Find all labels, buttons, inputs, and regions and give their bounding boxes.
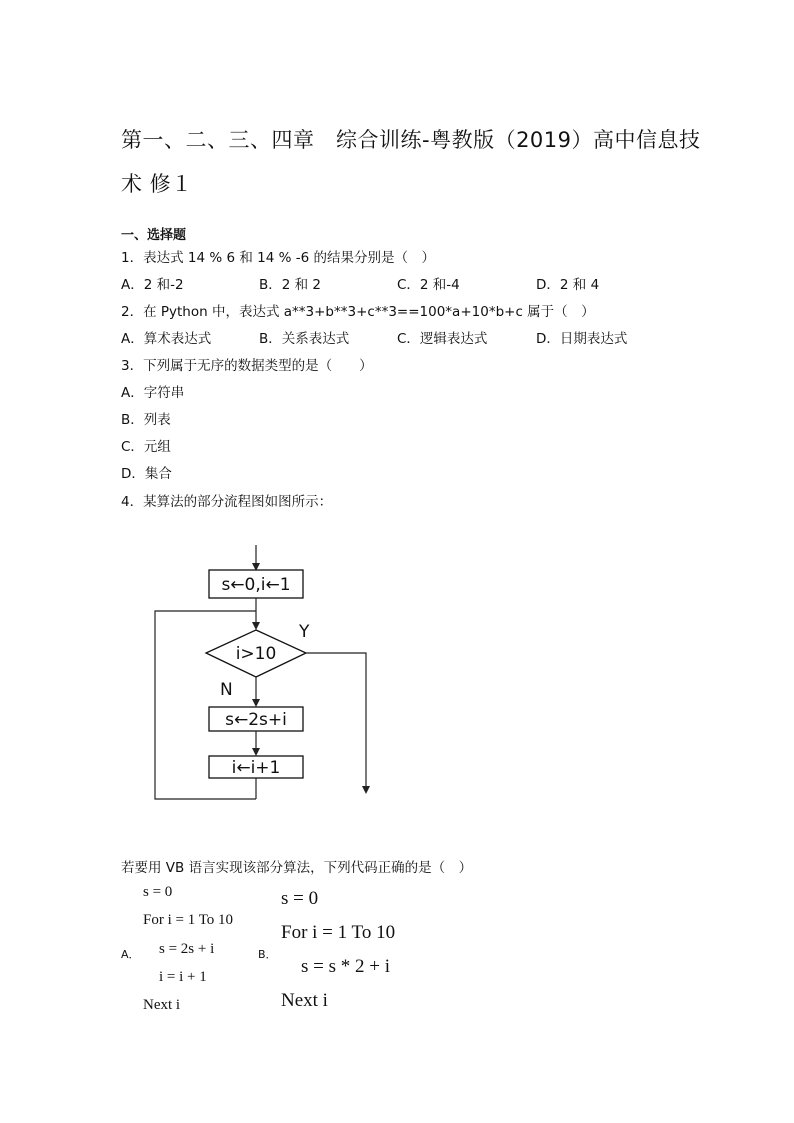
option-b-code-line-4: Next i	[281, 990, 328, 1011]
question-2-option-a: A．算术表达式	[121, 331, 212, 347]
question-3-stem: 3．下列属于无序的数据类型的是（ ）	[121, 358, 373, 374]
question-4-option-b-label: B．	[258, 948, 277, 961]
option-b-code-line-2: For i = 1 To 10	[281, 922, 396, 943]
option-a-code-line-3: s = 2s + i	[159, 941, 215, 957]
question-3-option-d: D．集合	[121, 466, 172, 482]
question-1-option-b: B．2 和 2	[259, 277, 322, 293]
document-title-line1: 第一、二、三、四章 综合训练-粤教版（2019）高中信息技	[121, 128, 701, 152]
question-2-option-b: B．关系表达式	[259, 331, 350, 347]
option-a-code-line-2: For i = 1 To 10	[143, 912, 234, 928]
question-1-option-a: A．2 和-2	[121, 277, 184, 293]
question-4-option-a-label: A．	[121, 948, 140, 961]
question-3-option-b: B．列表	[121, 412, 171, 428]
option-a-code-line-4: i = i + 1	[159, 969, 207, 985]
question-2-stem: 2．在 Python 中，表达式 a**3+b**3+c**3==100*a+10*b+c 属于（ ）	[121, 304, 595, 320]
question-4-stem: 4．某算法的部分流程图如图所示：	[121, 494, 333, 510]
flowchart-step1-label: s←2s+i	[225, 710, 287, 730]
question-4-prompt: 若要用 VB 语言实现该部分算法，下列代码正确的是（ ）	[121, 860, 473, 876]
flowchart-step2-label: i←i+1	[231, 758, 281, 778]
question-2-option-d: D．日期表达式	[536, 331, 628, 347]
flowchart-condition-label: i>10	[235, 644, 277, 664]
question-1-option-c: C．2 和-4	[397, 277, 460, 293]
option-a-code-line-1: s = 0	[143, 884, 173, 900]
option-b-code-line-1: s = 0	[281, 888, 319, 909]
question-3-option-a: A．字符串	[121, 385, 185, 401]
question-3-option-c: C．元组	[121, 439, 171, 455]
flowchart-no-label: N	[220, 680, 233, 700]
question-2-option-c: C．逻辑表达式	[397, 331, 488, 347]
question-1-stem: 1．表达式 14 % 6 和 14 % -6 的结果分别是（ ）	[121, 250, 435, 266]
question-1-option-d: D．2 和 4	[536, 277, 600, 293]
flowchart-exit-arrow	[306, 653, 366, 792]
flowchart-yes-label: Y	[299, 622, 310, 642]
section-heading: 一、选择题	[121, 228, 187, 243]
flowchart-init-label: s←0,i←1	[221, 575, 291, 595]
flowchart	[140, 535, 390, 810]
option-a-code-line-5: Next i	[143, 997, 181, 1013]
document-title-line2: 术 修１	[121, 172, 193, 196]
option-b-code-line-3: s = s * 2 + i	[301, 956, 390, 977]
